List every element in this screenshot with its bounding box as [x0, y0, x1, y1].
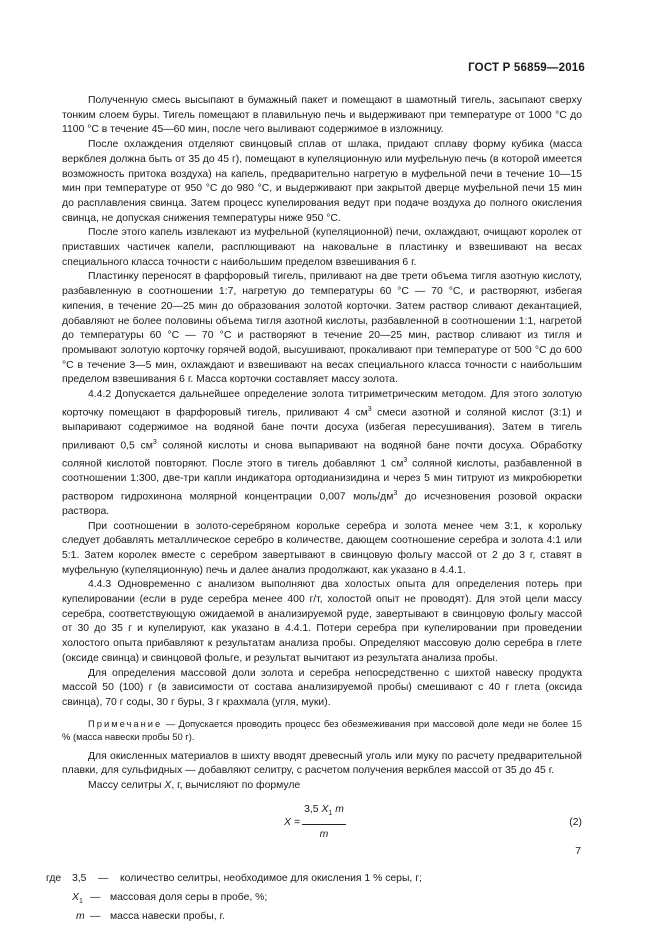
page-number: 7: [575, 846, 581, 857]
where-dash: —: [90, 891, 101, 903]
text-run: до исчезновения розовой окраски раствора.: [62, 491, 582, 517]
paragraph: Для определения массовой доли золота и серебра непосредственно с шихтой навеску продукта массой 50 (100) г (в зависимости от состава анализируемой пробы) смешивают с 40 г глета (оксида свинца), 70 г соды, 30 г буры, 3 г крахмала (угля, муки).: [62, 667, 582, 708]
note: [62, 717, 582, 744]
text-run: соляной кислоты, разбавленной в соотношении 1:300, две-три капли индикатора ортодианизидина и через 5 мин титруют из микробюретки раствором гидрохинона молярной концентрации 0,007 моль/дм: [62, 458, 582, 503]
text-run: Массу селитры: [88, 780, 165, 792]
document-body: [46, 94, 583, 929]
paragraph: Для окисленных материалов в шихту вводят древесный уголь или муку по расчету предварительной плавки, для сульфидных — добавляют селитру, с расчетом получения веркблея массой от 35 до 45 г.: [62, 750, 582, 777]
paragraph: После этого капель извлекают из муфельной (купеляционной) печи, охлаждают, очищают королек от приставших частичек капели, расплющивают на наковальне в пластинку и взвешивают на весах специального класса точности с наибольшим пределом взвешивания 6 г.: [62, 227, 582, 268]
text-run: 4.4.2 Допускается дальнейшее определение золота титриметрическим методом. Для этого золотую корточку помещают в фарфоровый тигель, приливают 4 см: [62, 389, 582, 419]
formula-equals: =: [294, 816, 301, 828]
formula: [62, 800, 582, 850]
formula-intro: [62, 779, 582, 794]
paragraph: После охлаждения отделяют свинцовый сплав от шлака, придают сплаву форму кубика (масса веркблея должна быть от 35 до 45 г), помещают в купеляционную или муфельную печь (в которой имеется возможность притока воздуха) на капель, предварительно нагретую в муфельной печи в течение 10—15 мин при температуре от 950 °С до 980 °С, и выдерживают при закрытой дверце муфельной печи 15 мин до расплавления свинца. Затем процесс купелирования ведут при подаче воздуха до полного окисления свинца, не допуская снижения температуры ниже 950 °С.: [62, 139, 582, 224]
where-item: [62, 891, 582, 910]
where-list: [46, 872, 582, 929]
where-symbol: m: [76, 910, 85, 922]
clause-4-4-3: 4.4.3 Одновременно с анализом выполняют два холостых опыта для определения потерь при купелировании (если в руде серебра менее 400 г/т, холостой опыт не проводят). Для этой цели массу серебра, соответствующую ожидаемой в анализируемой руде, завертывают в свинцовую фольгу массой от 30 до 35 г и купелируют, как указано в 4.4.1. Потери серебра при купелировании при проведении холостого опыта прибавляют к результатам анализа пробы. Определяют массовую долю серебра в глете (оксиде свинца) и свинцовой фольге, и результат вычитают из результата анализа пробы.: [62, 579, 582, 664]
variable: X: [164, 780, 172, 792]
superscript: 3: [393, 489, 398, 497]
formula-fraction: [302, 803, 346, 842]
where-text: массовая доля серы в пробе, %;: [110, 891, 268, 903]
where-dash: —: [90, 910, 101, 922]
paragraph: Пластинку переносят в фарфоровый тигель, приливают на две трети объема тигля азотную кислоту, разбавленную в соотношении 1:7, нагретую до температуры 60 °С — 70 °С, и растворяют, избегая кипения, в течение 20—25 мин до образования золотой корточки. Затем раствор сливают декантацией, добавляют не более половины объема тигля азотной кислоты, разбавленной в соотношении 1:1, нагретой до температуры 60 °С — 70 °С и растворяют в течение 20—25 мин, раствор сливают из тигля и промывают золотую корточку горячей водой, высушивают, прокаливают при температуре от 500 °С до 600 °С в течение 3—5 мин, охлаждают и взвешивают на весах специального класса точности с наибольшим пределом взвешивания 6 г. Масса корточки составляет массу золота.: [62, 271, 582, 386]
subscript: 1: [78, 897, 83, 905]
superscript: 3: [367, 405, 372, 413]
text-run: соляной кислоты и снова выпаривают на водяной бане почти досуха. Обработку соляной кислотой повторяют. После этого в тигель добавляют 1 см: [62, 440, 583, 470]
variable: X: [72, 891, 79, 903]
text-run: , г, вычисляют по формуле: [171, 780, 301, 792]
where-dash: —: [98, 872, 109, 884]
where-symbol: 3,5: [72, 872, 87, 884]
where-item: [62, 910, 582, 929]
where-text: количество селитры, необходимое для окисления 1 % серы, г;: [120, 872, 422, 884]
superscript: 3: [403, 456, 408, 464]
subscript: 1: [328, 809, 333, 817]
where-text: масса навески пробы, г.: [110, 910, 225, 922]
formula-lhs: X: [284, 816, 291, 828]
paragraph: Полученную смесь высыпают в бумажный пакет и помещают в шамотный тигель, засыпают сверху тонким слоем буры. Тигель помещают в плавильную печь и выдерживают при температуре от 1000 °С до 1100 °С в течение 45—60 мин, после чего выливают содержимое в изложницу.: [62, 95, 582, 136]
where-item: [46, 872, 582, 891]
variable: m: [332, 803, 344, 815]
where-lead: где: [46, 872, 62, 884]
formula-denominator: m: [319, 828, 329, 840]
note-label: Примечание: [88, 717, 163, 729]
formula-number: (2): [569, 816, 582, 828]
text-run: смеси азотной и соляной кислот (3:1) и выпаривают содержимое на водяной бане почти досуха (избегая пересушивания). Затем в тигель приливают 0,5 см: [62, 407, 582, 452]
document-header: ГОСТ Р 56859—2016: [468, 62, 585, 74]
clause-4-4-2: [62, 388, 582, 520]
note-text: — Допускается проводить процесс без обезмеживания при массовой доле меди не более 15 % (масса навески пробы 50 г).: [62, 717, 582, 743]
where-symbol: [72, 891, 83, 910]
formula-numerator: [302, 803, 346, 825]
superscript: 3: [152, 438, 157, 446]
text-run: 3,5: [304, 803, 322, 815]
variable: X: [321, 803, 329, 815]
paragraph: При соотношении в золото-серебряном корольке серебра и золота менее чем 3:1, к корольку следует добавлять металлическое серебро в количестве, дающем соотношение серебра и золота 4:1 или 5:1. Затем королек вместе с серебром завертывают в свинцовую фольгу массой от 2 до 3 г, ставят в муфельную (купеляционную) печь и далее анализ продолжают, как указано в 4.4.1.: [62, 520, 582, 576]
